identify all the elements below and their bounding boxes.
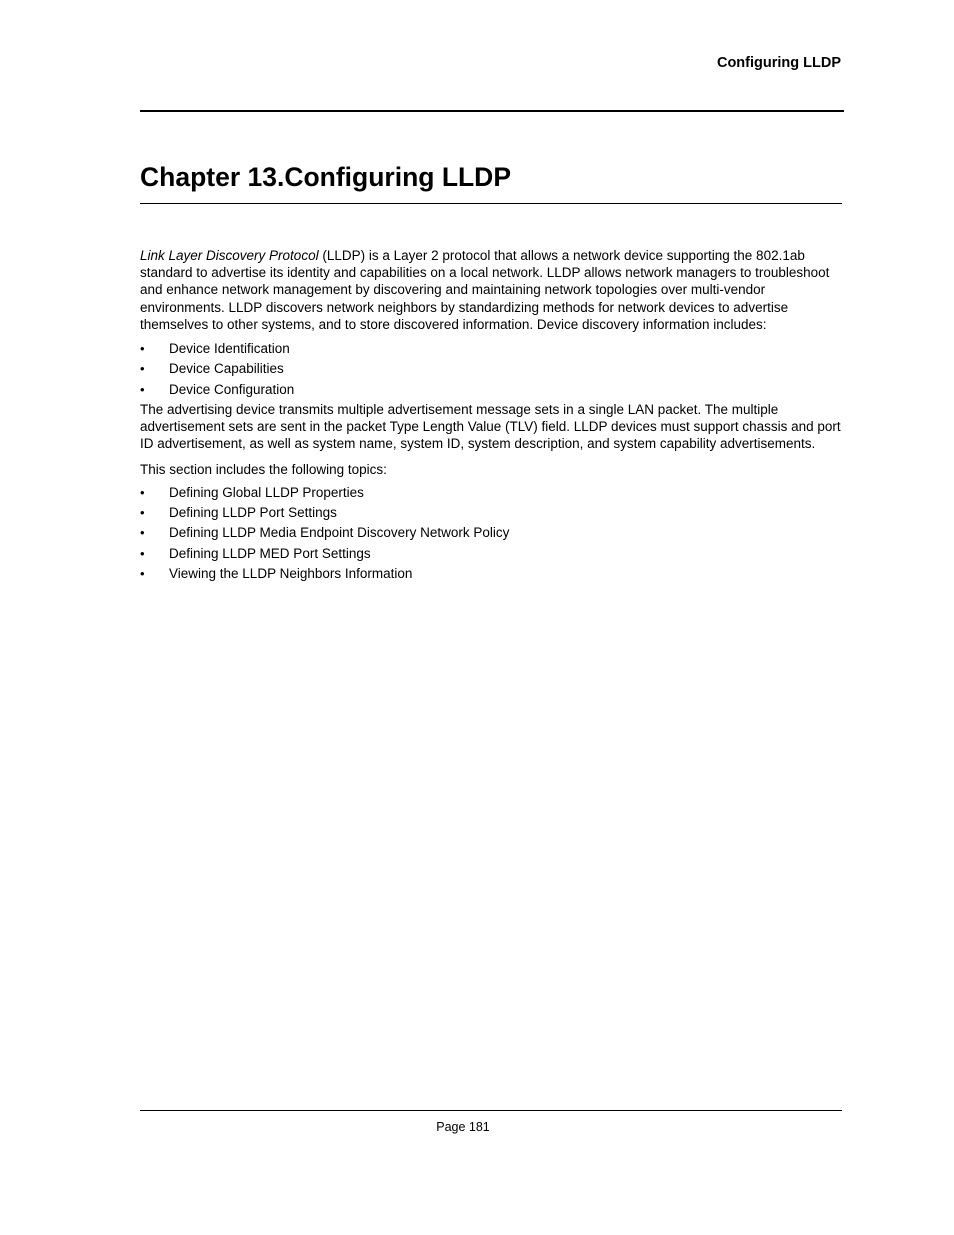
bullet-icon: • [140,361,145,377]
footer-divider [140,1110,842,1111]
topic-item [140,564,845,584]
topic-item [140,503,845,523]
bullet-icon: • [140,565,145,581]
topic-item [140,544,845,564]
intro-paragraph [140,247,845,333]
topics-intro: This section includes the following topics: [140,461,387,477]
topic-item-label: Defining LLDP MED Port Settings [169,545,371,561]
chapter-content [140,247,845,584]
advertising-paragraph: The advertising device transmits multiple advertisement message sets in a single LAN packet. The multiple advertisement sets are sent in the packet Type Length Value (TLV) field. LLDP devices must support chassis and port ID advertisement, as well as system name, system ID, system description, and system capability advertisements. [140,401,841,452]
title-divider [140,203,842,204]
topic-item [140,483,845,503]
list-item [140,380,845,400]
topics-list [140,483,845,584]
list-item-label: Device Configuration [169,381,295,397]
topic-item-label: Viewing the LLDP Neighbors Information [169,565,413,581]
bullet-icon: • [140,505,145,521]
bullet-icon: • [140,341,145,357]
topic-item [140,523,845,543]
list-item [140,359,845,379]
page-number: Page 181 [436,1120,490,1134]
bullet-icon: • [140,525,145,541]
topic-item-label: Defining LLDP Media Endpoint Discovery Network Policy [169,525,510,541]
list-item [140,339,845,359]
topic-item-label: Defining Global LLDP Properties [169,484,364,500]
running-header: Configuring LLDP [716,55,841,71]
topic-item-label: Defining LLDP Port Settings [169,505,337,521]
intro-text: (LLDP) is a Layer 2 protocol that allows a network device supporting the 802.1ab standard to advertise its identity and capabilities on a local network. LLDP allows network managers to troubleshoot and enhance network management by discovering and maintaining network topologies over multi-vendor environments. LLDP discovers network neighbors by standardizing methods for network devices to advertise themselves to other systems, and to store discovered information. Device discovery information includes: [140,248,830,332]
header-divider [140,110,844,112]
list-item-label: Device Identification [169,341,290,357]
bullet-icon: • [140,545,145,561]
bullet-icon: • [140,484,145,500]
chapter-title: Chapter 13.Configuring LLDP [140,162,511,192]
intro-term: Link Layer Discovery Protocol [140,248,319,263]
bullet-icon: • [140,381,145,397]
list-item-label: Device Capabilities [169,361,284,377]
discovery-list [140,339,845,400]
